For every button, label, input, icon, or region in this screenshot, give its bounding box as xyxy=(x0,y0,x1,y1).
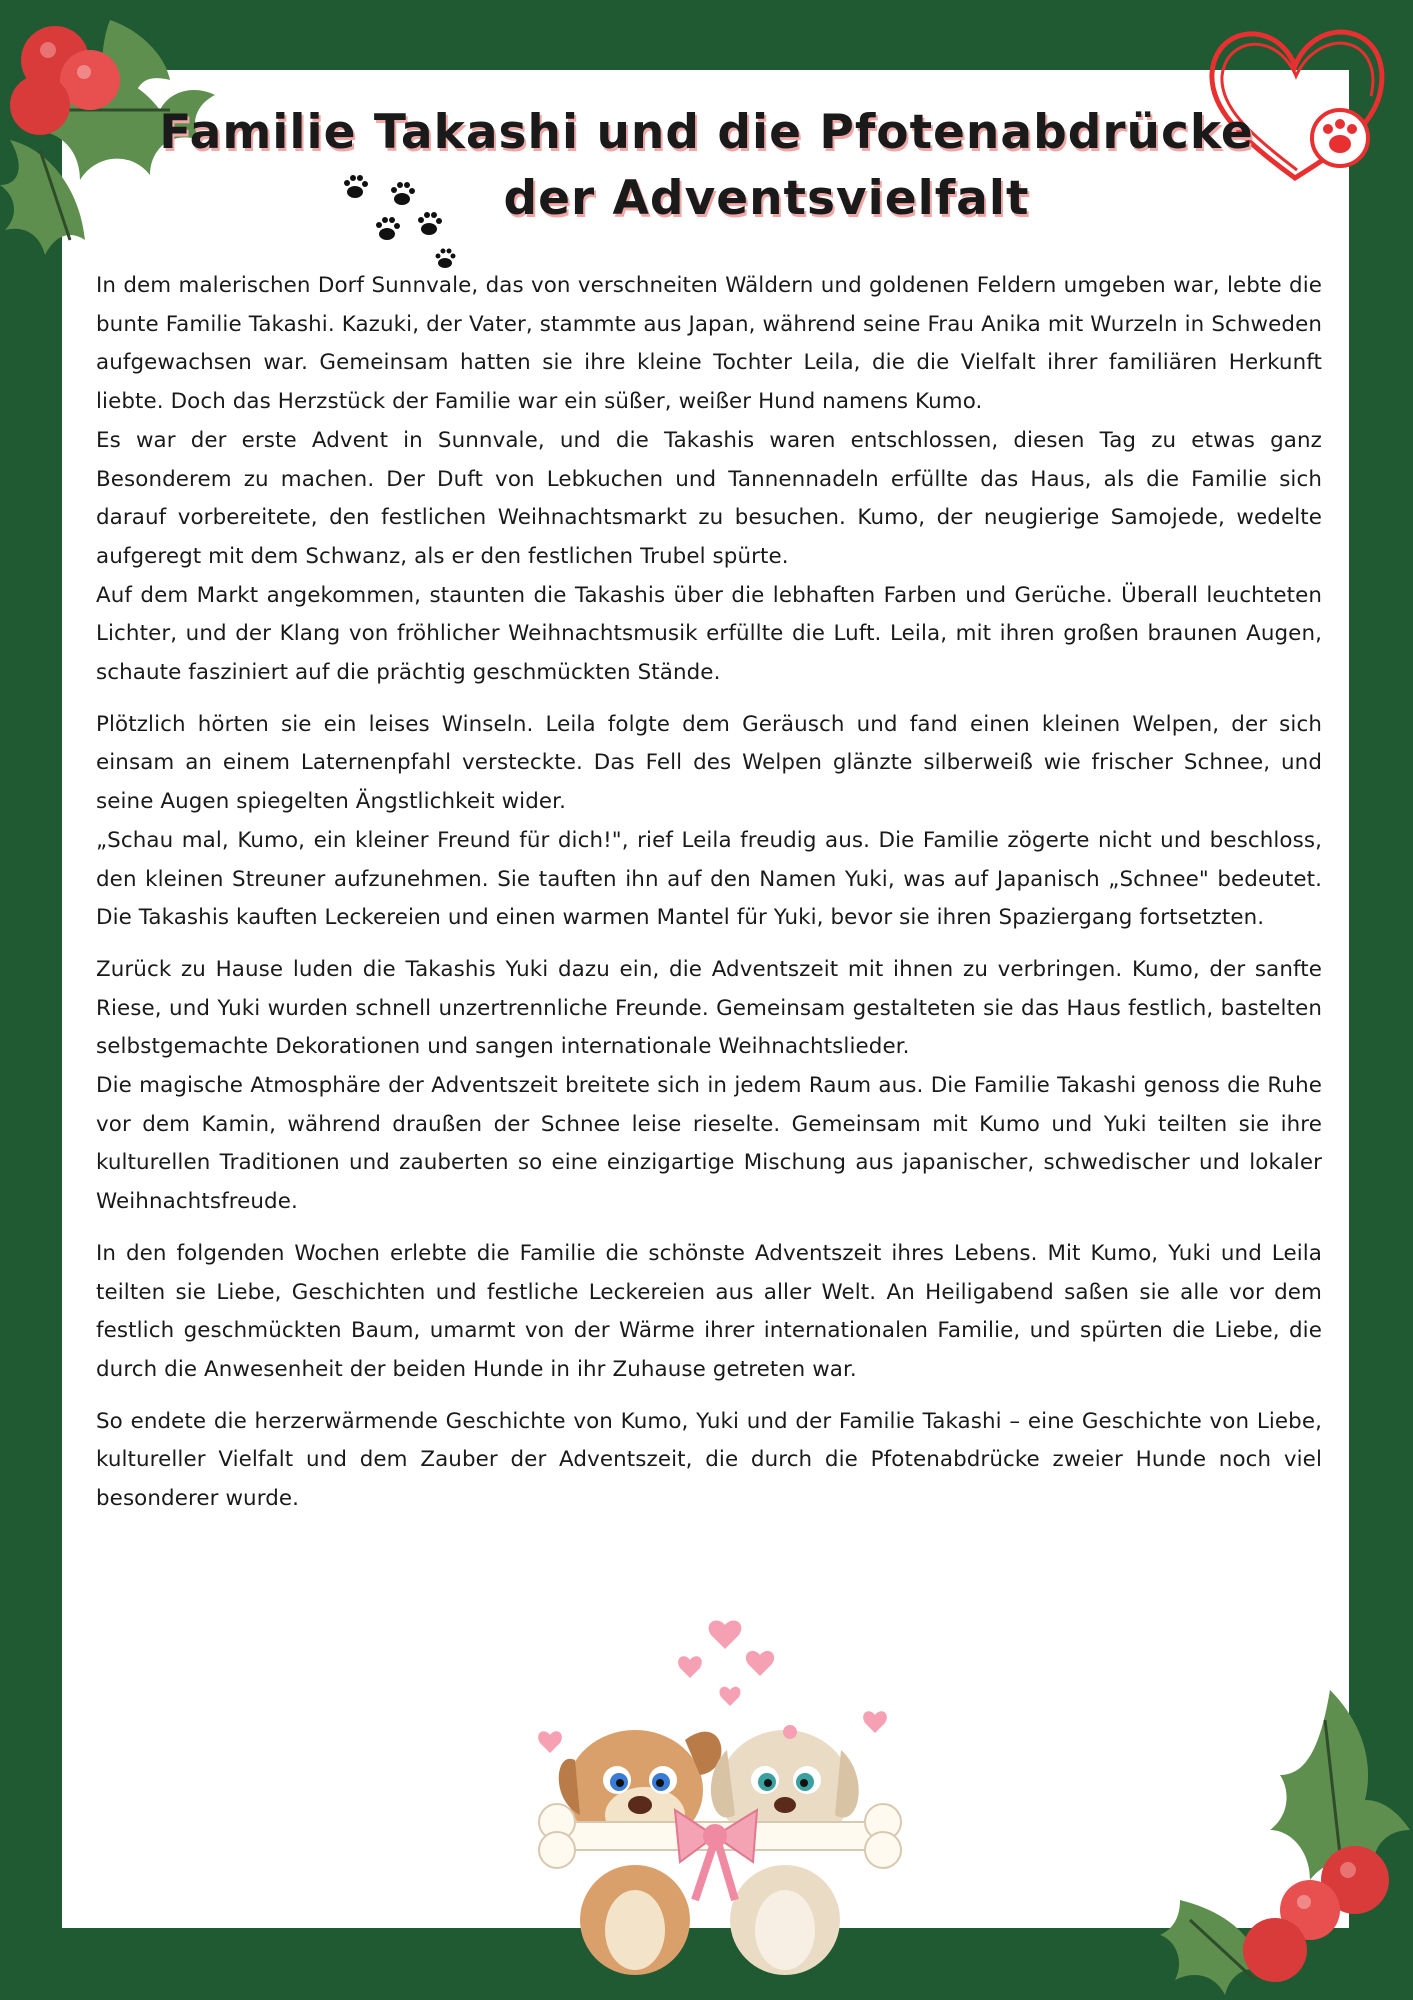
paragraph: In dem malerischen Dorf Sunnvale, das von verschneiten Wäldern und goldenen Feldern umgeben war, lebte die bunte Familie Takashi. Kazuki, der Vater, stammte aus Japan, während seine Frau Anika mit Wurzeln in Schweden aufgewachsen war. Gemeinsam hatten sie ihre kleine Tochter Leila, die die Vielfalt ihrer familiären Herkunft liebte. Doch das Herzstück der Familie war ein süßer, weißer Hund namens Kumo. xyxy=(96,273,1322,415)
holly-berries-icon xyxy=(1160,1680,1413,2000)
paragraph: Die magische Atmosphäre der Adventszeit breitete sich in jedem Raum aus. Die Familie Takashi genoss die Ruhe vor dem Kamin, während draußen der Schnee leise rieselte. Gemeinsam mit Kumo und Yuki teilten sie ihre kulturellen Traditionen und zauberten so eine einzigartige Mischung aus japanischer, schwedischer und lokaler Weihnachtsfreude. xyxy=(96,1073,1322,1215)
paragraph: „Schau mal, Kumo, ein kleiner Freund für dich!", rief Leila freudig aus. Die Familie zögerte nicht und beschloss, den kleinen Streuner aufzunehmen. Sie tauften ihn auf den Namen Yuki, was auf Japanisch „Schnee" bedeutet. Die Takashis kauften Leckereien und einen warmen Mantel für Yuki, bevor sie ihren Spaziergang fortsetzten. xyxy=(96,827,1322,931)
paragraph: In den folgenden Wochen erlebte die Familie die schönste Adventszeit ihres Lebens. Mit Kumo, Yuki und Leila teilten sie Liebe, Geschichten und festliche Leckereien aus aller Welt. An Heiligabend saßen sie alle vor dem festlich geschmückten Baum, umarmt von der Wärme ihrer internationalen Familie, und spürten die Liebe, die durch die Anwesenheit der beiden Hunde in ihr Zuhause getreten war. xyxy=(96,1240,1322,1382)
paragraph: Plötzlich hörten sie ein leises Winseln. Leila folgte dem Geräusch und fand einen kleinen Welpen, der sich einsam an einem Laternenpfahl versteckte. Das Fell des Welpen glänzte silberweiß wie frischer Schnee, und seine Augen spiegelten Ängstlichkeit wider. xyxy=(96,711,1322,815)
page-title xyxy=(0,100,1413,232)
title-line-2: der Adventsvielfalt xyxy=(503,171,1030,226)
paw-prints-icon xyxy=(335,168,475,278)
paragraph: Es war der erste Advent in Sunnvale, und die Takashis waren entschlossen, diesen Tag zu etwas ganz Besonderem zu machen. Der Duft von Lebkuchen und Tannennadeln erfüllte das Haus, als die Familie sich darauf vorbereitete, den festlichen Weihnachtsmarkt zu besuchen. Kumo, der neugierige Samojede, wedelte aufgeregt mit dem Schwanz, als er den festlichen Trubel spürte. xyxy=(96,427,1322,569)
puppies-with-bone-icon xyxy=(535,1600,905,1990)
paragraph: Auf dem Markt angekommen, staunten die Takashis über die lebhaften Farben und Gerüche. Überall leuchteten Lichter, und der Klang von fröhlicher Weihnachtsmusik erfüllte die Luft. Leila, mit ihren großen braunen Augen, schaute fasziniert auf die prächtig geschmückten Stände. xyxy=(96,582,1322,686)
paragraph: So endete die herzerwärmende Geschichte von Kumo, Yuki und der Familie Takashi – eine Geschichte von Liebe, kultureller Vielfalt und dem Zauber der Adventszeit, die durch die Pfotenabdrücke zweier Hunde noch viel besonderer wurde. xyxy=(96,1408,1322,1512)
title-line-1: Familie Takashi und die Pfotenabdrücke xyxy=(159,105,1254,160)
paragraph: Zurück zu Hause luden die Takashis Yuki dazu ein, die Adventszeit mit ihnen zu verbringen. Kumo, der sanfte Riese, und Yuki wurden schnell unzertrennliche Freunde. Gemeinsam gestalteten sie das Haus festlich, bastelten selbstgemachte Dekorationen und sangen internationale Weihnachtslieder. xyxy=(96,956,1322,1060)
story-text xyxy=(96,267,1322,1519)
